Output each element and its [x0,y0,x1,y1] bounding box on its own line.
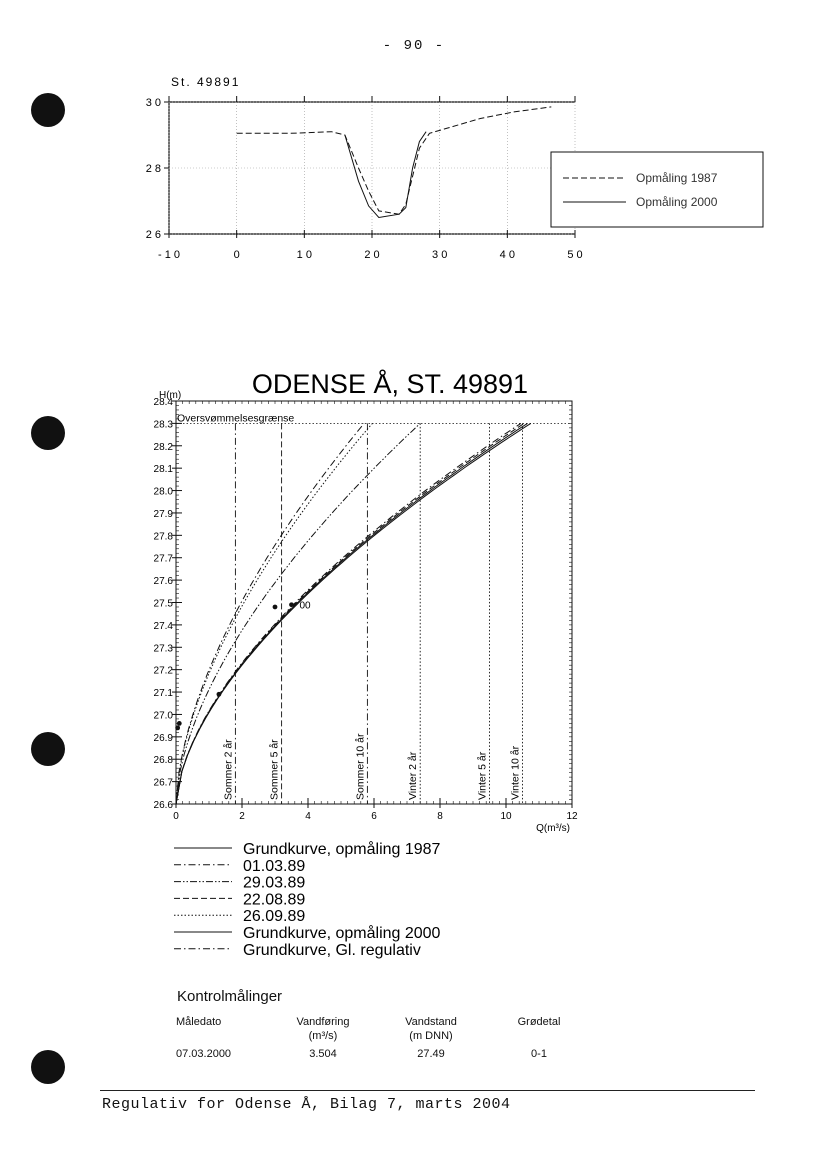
cell-date: 07.03.2000 [176,1048,232,1060]
kontrol-title: Kontrolmålinger [177,988,283,1005]
x-tick-label: 0 [233,249,240,261]
cell-groedetal: 0-1 [531,1048,547,1060]
y-tick-label: 26.9 [153,732,173,744]
page-number: - 90 - [382,38,446,54]
header-maaledato: Måledato [176,1016,222,1028]
header-vandfoering: Vandføring [296,1016,350,1028]
x-tick-label: - 1 0 [157,249,181,261]
series-line [176,423,420,804]
y-tick-label: 2 8 [145,163,161,175]
chart-title: ODENSE Å, ST. 49891 [251,369,529,399]
header-groedetal: Grødetal [517,1016,561,1028]
x-tick-label: 12 [566,811,578,822]
legend-label: Grundkurve, opmåling 2000 [243,925,441,942]
y-tick-label: 27.6 [153,576,173,588]
y-tick-label: 28.0 [153,486,173,498]
x-tick-label: 3 0 [432,249,448,261]
legend-label: 26.09.89 [243,908,306,926]
x-tick-label: 10 [500,811,512,822]
x-axis-label: Q(m³/s) [536,823,570,834]
x-tick-label: 5 0 [567,249,583,261]
reference-label: Vinter 2 år [407,751,420,800]
cell-level: 27.49 [417,1048,445,1060]
x-tick-label: 0 [173,811,179,822]
y-tick-label: 26.8 [153,755,173,767]
x-tick-label: 4 0 [499,249,515,261]
reference-label: Sommer 10 år [354,733,367,800]
header-vandstand: Vandstand [405,1016,457,1028]
legend-label: 01.03.89 [243,857,306,875]
footer-text: Regulativ for Odense Å, Bilag 7, marts 2004 [102,1096,511,1113]
reference-label: Vinter 5 år [476,751,489,800]
y-axis-label: H(m) [159,390,182,401]
x-tick-label: 4 [305,811,311,822]
y-tick-label: 27.3 [153,643,173,655]
y-tick-label: 27.7 [153,553,173,565]
y-tick-label: 28.1 [153,464,173,476]
y-tick-label: 28.2 [153,441,173,453]
x-tick-label: 1 0 [296,249,312,261]
reference-label: Vinter 10 år [509,745,522,800]
reference-label: Sommer 2 år [222,739,235,800]
x-tick-label: 2 [239,811,245,822]
x-tick-label: 6 [371,811,377,822]
y-tick-label: 27.4 [153,620,173,632]
legend-label: Opmåling 2000 [636,195,718,209]
y-tick-label: 26.7 [153,777,173,789]
legend-label: Grundkurve, opmåling 1987 [243,841,441,858]
y-tick-label: 27.5 [153,598,173,610]
subheader-vandfoering: (m³/s) [308,1030,338,1042]
control-point [177,721,182,726]
y-tick-label: 27.2 [153,665,173,677]
y-tick-label: 28.4 [153,397,173,408]
legend-label: Opmåling 1987 [636,171,718,185]
y-tick-label: 28.3 [153,419,173,431]
control-point [289,602,294,607]
y-tick-label: 3 0 [145,97,161,109]
legend-label: Grundkurve, Gl. regulativ [243,941,421,959]
x-tick-label: 8 [437,811,443,822]
y-tick-label: 27.0 [153,710,173,722]
y-tick-label: 27.1 [153,688,173,700]
legend-label: 22.08.89 [243,891,306,909]
y-tick-label: 27.9 [153,508,173,520]
reference-label: Sommer 5 år [268,739,281,800]
control-point [217,692,222,697]
footer-rule [100,1090,755,1091]
chart-title: St. 49891 [171,75,241,89]
y-tick-label: 2 6 [145,229,161,241]
control-point-label: 00 [299,600,311,612]
punch-hole [31,1050,65,1084]
y-tick-label: 27.8 [153,531,173,543]
control-point [175,725,180,730]
x-tick-label: 2 0 [364,249,380,261]
y-tick-label: 26.6 [153,800,173,811]
threshold-label: Oversvømmelsesgrænse [177,412,295,425]
cell-flow: 3.504 [309,1048,337,1060]
legend-label: 29.03.89 [243,874,306,892]
control-point [273,605,278,610]
subheader-vandstand: (m DNN) [409,1030,453,1042]
